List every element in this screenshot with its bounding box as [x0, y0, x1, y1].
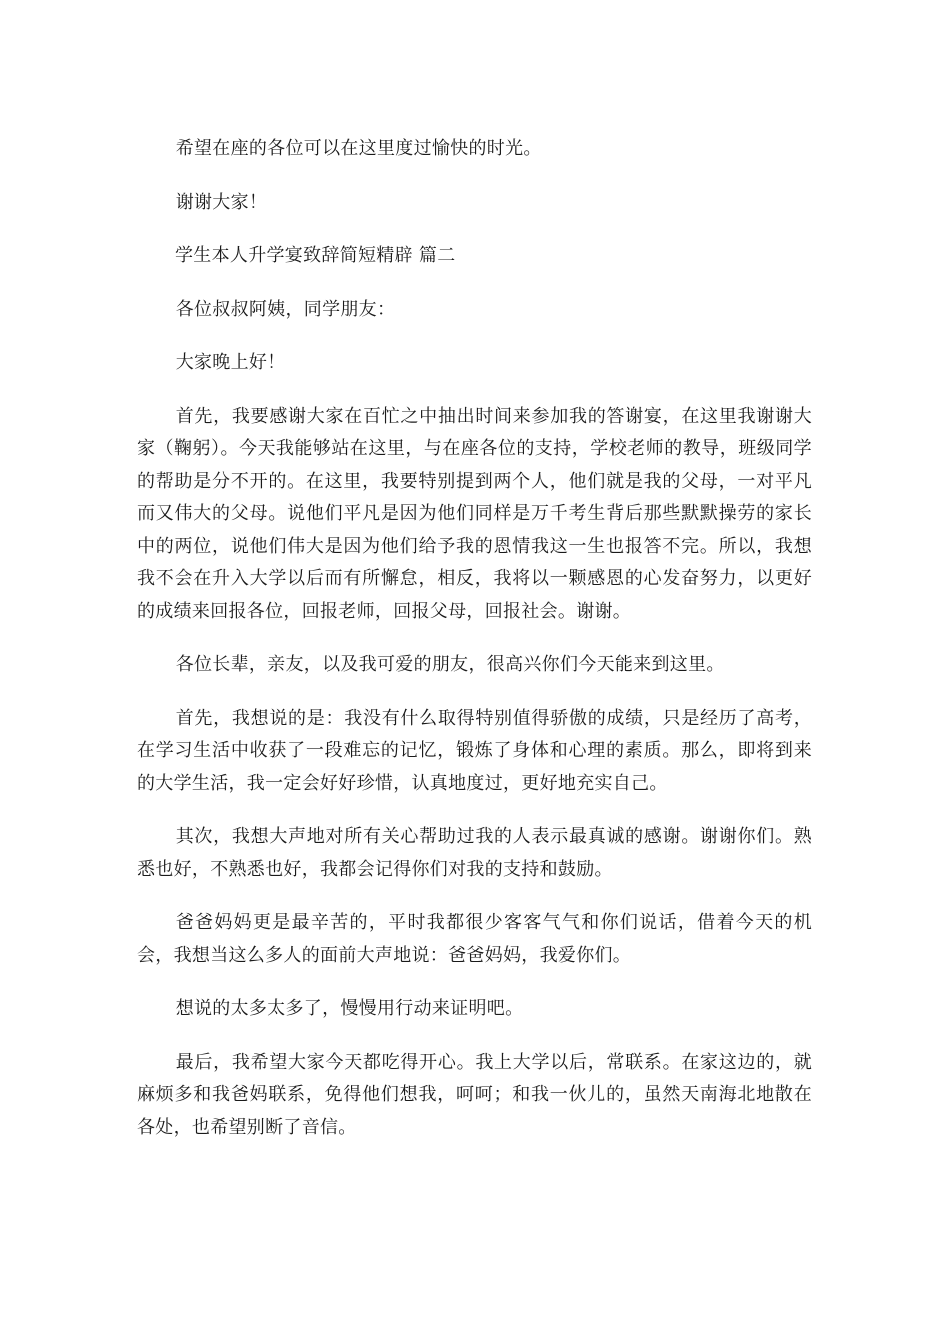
paragraph-second: 其次，我想大声地对所有关心帮助过我的人表示最真诚的感谢。谢谢你们。熟悉也好，不熟悉也好，我都会记得你们对我的支持和鼓励。: [137, 826, 812, 880]
section-heading: 学生本人升学宴致辞简短精辟 篇二: [175, 245, 456, 266]
paragraph-final: 最后，我希望大家今天都吃得开心。我上大学以后，常联系。在家这边的，就麻烦多和我爸妈联系，免得他们想我，呵呵；和我一伙儿的，虽然天南海北地散在各处，也希望别断了音信。: [137, 1051, 812, 1138]
paragraph-closing-wish: 希望在座的各位可以在这里度过愉快的时光。: [175, 138, 542, 159]
paragraph-parents: 爸爸妈妈更是最辛苦的，平时我都很少客客气气和你们说话，借着今天的机会，我想当这么多人的面前大声地说：爸爸妈妈，我爱你们。: [137, 912, 812, 966]
paragraph-greeting: 大家晚上好！: [175, 352, 286, 373]
paragraph-welcome: 各位长辈，亲友，以及我可爱的朋友，很高兴你们今天能来到这里。: [175, 654, 725, 675]
document-body: [137, 133, 812, 1165]
paragraph-first: 首先，我想说的是：我没有什么取得特别值得骄傲的成绩，只是经历了高考，在学习生活中收获了一段难忘的记忆，锻炼了身体和心理的素质。那么，即将到来的大学生活，我一定会好好珍惜，认真地度过，更好地充实自己。: [137, 707, 812, 794]
paragraph-salutation: 各位叔叔阿姨，同学朋友：: [175, 298, 396, 320]
paragraph-thanks: 谢谢大家！: [175, 191, 268, 213]
paragraph-action: 想说的太多太多了，慢慢用行动来证明吧。: [175, 998, 524, 1019]
paragraph-gratitude: 首先，我要感谢大家在百忙之中抽出时间来参加我的答谢宴，在这里我谢谢大家（鞠躬）。今天我能够站在这里，与在座各位的支持，学校老师的教导，班级同学的帮助是分不开的。在这里，我要特别提到两个人，他们就是我的父母，一对平凡而又伟大的父母。说他们平凡是因为他们同样是万千考生背后那些默默操劳的家长中的两位，说他们伟大是因为他们给予我的恩情我这一生也报答不完。所以，我想我不会在升入大学以后而有所懈怠，相反，我将以一颗感恩的心发奋努力，以更好的成绩来回报各位，回报老师，回报父母，回报社会。谢谢。: [137, 405, 812, 622]
